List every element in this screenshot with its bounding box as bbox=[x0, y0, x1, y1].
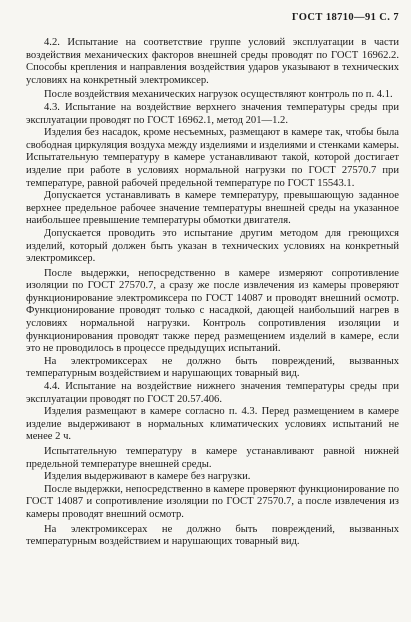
paragraph: После выдержки, непосредственно в камере измеряют сопротивление изоляции по ГОСТ 27570.7, а сразу же после извлечения из камеры проверяют функционирование электромиксера по ГОСТ 14087 и проводят внешний осмотр. Функционирование проводят только с насадкой, дающей наибольший нагрев в условиях нормальной нагрузки. Контроль сопротивления изоляции и функционирования проводят также перед размещением изделий в камере, если это не проводилось в процессе предыдущих испытаний. bbox=[26, 267, 399, 355]
paragraph: На электромиксерах не должно быть повреждений, вызванных температурным воздействием и нарушающих товарный вид. bbox=[26, 523, 399, 548]
paragraph: 4.4. Испытание на воздействие нижнего значения температуры среды при эксплуатации проводят по ГОСТ 20.57.406. bbox=[26, 381, 399, 405]
paragraph: Допускается устанавливать в камере температуру, превышающую заданное верхнее предельное рабочее значение температуры внешней среды на указанное наибольшее превышение температуры обмотки двигателя. bbox=[26, 190, 399, 227]
paragraph: 4.3. Испытание на воздействие верхнего значения температуры среды при эксплуатации проводят по ГОСТ 16962.1, метод 201—1.2. bbox=[26, 101, 399, 126]
paragraph: Изделия размещают в камере согласно п. 4.3. Перед размещением в камере изделие выдерживают в нормальных климатических условиях испытаний не менее 2 ч. bbox=[26, 406, 399, 443]
paragraph: Допускается проводить это испытание другим методом для греющихся изделий, который должен быть указан в технических условиях на конкретный электромиксер. bbox=[26, 227, 399, 265]
page-header: ГОСТ 18710—91 С. 7 bbox=[291, 12, 399, 23]
paragraph: После воздействия механических нагрузок осуществляют контроль по п. 4.1. bbox=[44, 89, 393, 101]
paragraph: На электромиксерах не должно быть повреждений, вызванных температурным воздействием и нарушающих товарный вид. bbox=[26, 355, 399, 380]
paragraph: Изделия без насадок, кроме несъемных, размещают в камере так, чтобы была свободная циркуляция воздуха между изделиями и изделиями и стенками камеры. Испытательную температуру в камере устанавливают такой, которой достигает изделие при работе в условиях нормальной нагрузки по ГОСТ 27570.7 при температуре, равной рабочей предельной температуре по ГОСТ 15543.1. bbox=[26, 127, 399, 189]
paragraph: После выдержки, непосредственно в камере проверяют функционирование по ГОСТ 14087 и сопротивление изоляции по ГОСТ 27570.7, а после извлечения из камеры проводят внешний осмотр. bbox=[26, 483, 399, 520]
document-body bbox=[26, 37, 399, 549]
paragraph: 4.2. Испытание на соответствие группе условий эксплуатации в части воздействия механических факторов внешней среды проводят по ГОСТ 16962.2. Способы крепления и направления воздействия ударов указывают в технических условиях на конкретный электромиксер. bbox=[26, 37, 399, 86]
paragraph: Испытательную температуру в камере устанавливают равной нижней предельной температуре внешней среды. bbox=[26, 446, 399, 470]
paragraph: Изделия выдерживают в камере без нагрузки. bbox=[44, 471, 251, 483]
